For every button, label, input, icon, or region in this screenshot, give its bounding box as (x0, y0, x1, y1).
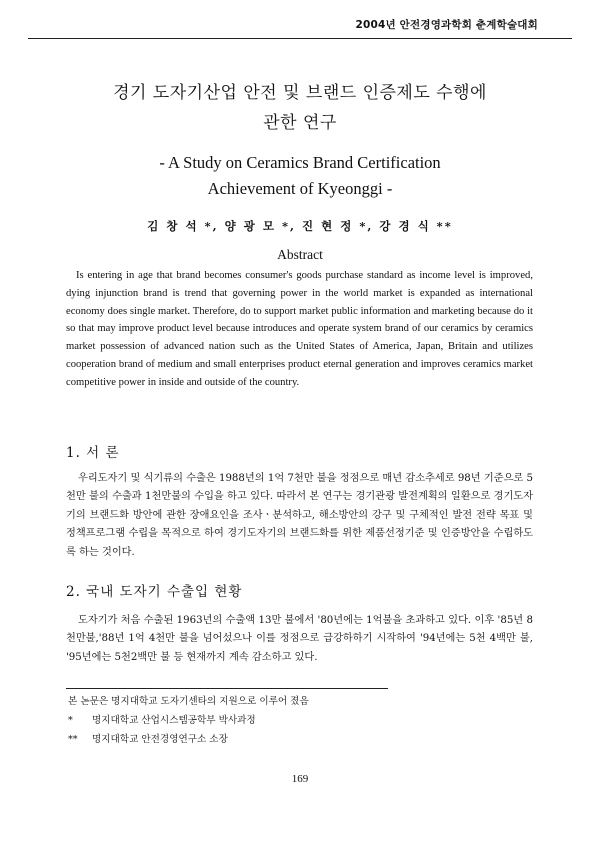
section-body-introduction: 우리도자기 및 식기류의 수출은 1988년의 1억 7천만 불을 정점으로 매년 감소추세로 98년 기준으로 5천만 불의 수출과 1천만불의 수입을 하고 있다. 따라서 본 연구는 경기관광 발전계획의 일환으로 경기도자기의 브랜드화 방안에 관한 장애요인을 조사ㆍ분석하고, 해소방안의 강구 및 구체적인 발전 전략 목표 및 정책프로그램 수립을 목적으로 하여 경기도자기의 브랜드화를 위한 제품선정기준 및 인증방안을 수립하도록 하는 것이다. (66, 473, 533, 558)
english-title-line-1: - A Study on Ceramics Brand Certification (159, 153, 441, 172)
running-header (0, 0, 600, 40)
footnotes (68, 692, 309, 749)
footnote-text: 명지대학교 산업시스템공학부 박사과정 (92, 715, 256, 726)
korean-title-line-1: 경기 도자기산업 안전 및 브랜드 인증제도 수행에 (113, 83, 487, 103)
conference-name: 2004년 안전경영과학회 춘계학술대회 (355, 19, 538, 31)
footnote-funding: 본 논문은 명지대학교 도자기센타의 지원으로 이루어 졌음 (68, 696, 309, 707)
korean-title (0, 78, 600, 138)
abstract-text: Is entering in age that brand becomes consumer's goods purchase standard as income level is improved, dying injunction brand is trend that governing power in the world market is expanded as international economy does single market. Therefore, do to support market public information and marketing because do it so that may improve product level because introduces and operate system brand of our ceramics by ceramics market possession of advanced nation such as the United States of America, Japan, Britain and utilizes cooperation brand of medium and small enterprises product eternal generation and improves ceramics market competitive power in inside and outside of the country. (66, 270, 533, 388)
author-list: 김 창 석 *, 양 광 모 *, 진 현 정 *, 강 경 식 ** (147, 219, 453, 233)
footnote-mark: ** (68, 734, 78, 745)
english-title-line-2: Achievement of Kyeonggi - (207, 179, 393, 198)
english-title (0, 150, 600, 202)
footnote-mark: * (68, 715, 73, 726)
section-heading-import-export: 2. 국내 도자기 수출입 현황 (66, 584, 243, 600)
footnote-item (68, 711, 309, 730)
header-rule (28, 38, 572, 39)
page-number: 169 (291, 773, 309, 785)
footnote-text: 명지대학교 안전경영연구소 소장 (92, 734, 228, 745)
korean-title-line-2: 관한 연구 (263, 113, 337, 133)
footnote-item (68, 730, 309, 749)
footnote-rule (66, 688, 388, 689)
section-body-import-export: 도자기가 처음 수출된 1963년의 수출액 13만 불에서 '80년에는 1억불을 초과하고 있다. 이후 '85년 8천만불,'88년 1억 4천만 불을 넘어섰으나 이를 정점으로 급강하하기 시작하여 '94년에는 5천 4백만 불, '95년에는 5천2백만 불 등 현재까지 계속 감소하고 있다. (66, 615, 533, 663)
abstract-heading: Abstract (277, 247, 323, 262)
section-heading-introduction: 1. 서 론 (66, 445, 120, 461)
